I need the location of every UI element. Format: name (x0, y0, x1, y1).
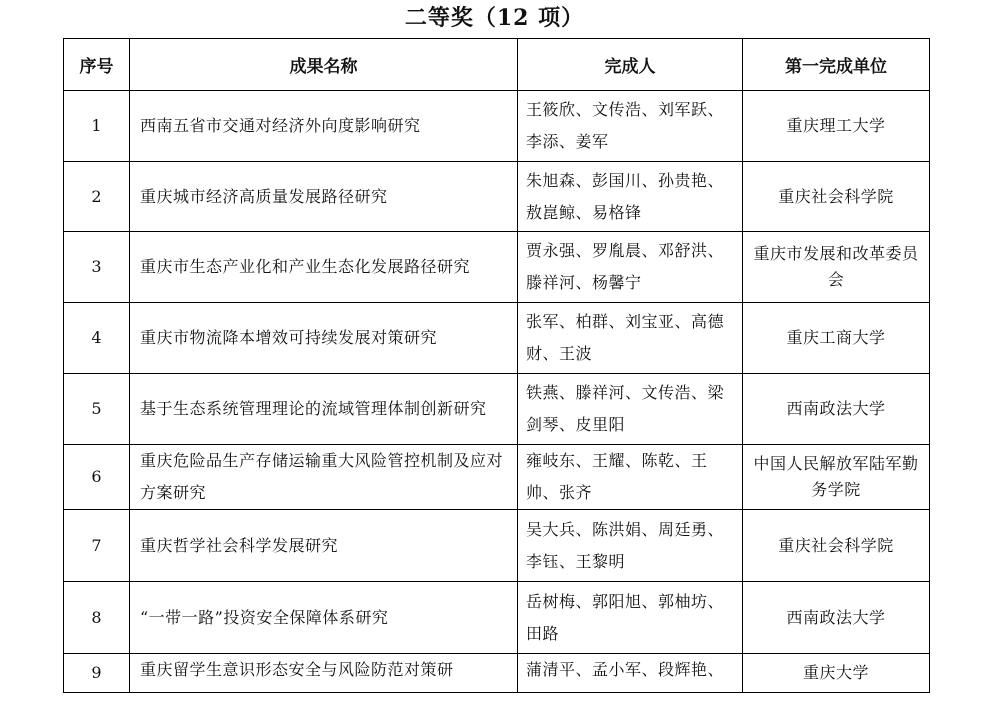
row-number: 6 (64, 445, 130, 510)
first-unit: 西南政法大学 (743, 582, 930, 654)
completers: 王筱欣、文传浩、刘军跃、李添、姜军 (518, 91, 743, 162)
achievement-name: 重庆城市经济高质量发展路径研究 (130, 162, 518, 232)
completers: 吴大兵、陈洪娟、周廷勇、李钰、王黎明 (518, 510, 743, 582)
achievement-name-text: 重庆留学生意识形态安全与风险防范对策研 (140, 660, 454, 679)
completers: 朱旭森、彭国川、孙贵艳、敖崑鲸、易格锋 (518, 162, 743, 232)
table-row (64, 162, 930, 232)
row-number: 9 (64, 654, 130, 693)
row-number: 8 (64, 582, 130, 654)
first-unit: 重庆社会科学院 (743, 162, 930, 232)
first-unit: 重庆市发展和改革委员会 (743, 232, 930, 303)
achievement-name: 基于生态系统管理理论的流域管理体制创新研究 (130, 374, 518, 445)
header-achievement-name: 成果名称 (130, 39, 518, 91)
row-number: 4 (64, 303, 130, 374)
award-table (63, 38, 930, 693)
completers-text: 蒲清平、孟小军、段辉艳、 (526, 660, 725, 679)
completers: 贾永强、罗胤晨、邓舒洪、滕祥河、杨馨宁 (518, 232, 743, 303)
header-completers: 完成人 (518, 39, 743, 91)
header-first-unit: 第一完成单位 (743, 39, 930, 91)
first-unit: 西南政法大学 (743, 374, 930, 445)
achievement-name: “一带一路”投资安全保障体系研究 (130, 582, 518, 654)
first-unit: 重庆大学 (743, 654, 930, 693)
table-row (64, 445, 930, 510)
completers: 雍岐东、王耀、陈乾、王帅、张齐 (518, 445, 743, 510)
row-number: 2 (64, 162, 130, 232)
row-number: 3 (64, 232, 130, 303)
first-unit: 重庆理工大学 (743, 91, 930, 162)
completers: 岳树梅、郭阳旭、郭柚坊、田路 (518, 582, 743, 654)
achievement-name: 重庆哲学社会科学发展研究 (130, 510, 518, 582)
row-number: 1 (64, 91, 130, 162)
table-header-row (64, 39, 930, 91)
achievement-name: 重庆市物流降本增效可持续发展对策研究 (130, 303, 518, 374)
table-row (64, 374, 930, 445)
table-row (64, 510, 930, 582)
table-row (64, 654, 930, 693)
header-serial-number: 序号 (64, 39, 130, 91)
achievement-name: 重庆市生态产业化和产业生态化发展路径研究 (130, 232, 518, 303)
achievement-name: 重庆危险品生产存储运输重大风险管控机制及应对方案研究 (130, 445, 518, 510)
achievement-name (130, 654, 518, 693)
achievement-name: 西南五省市交通对经济外向度影响研究 (130, 91, 518, 162)
row-number: 7 (64, 510, 130, 582)
completers (518, 654, 743, 693)
completers: 铁燕、滕祥河、文传浩、梁剑琴、皮里阳 (518, 374, 743, 445)
table-row (64, 582, 930, 654)
table-row (64, 91, 930, 162)
completers: 张军、柏群、刘宝亚、高德财、王波 (518, 303, 743, 374)
page-title: 二等奖（12 项） (404, 5, 585, 31)
first-unit: 中国人民解放军陆军勤务学院 (743, 445, 930, 510)
table-row (64, 232, 930, 303)
row-number: 5 (64, 374, 130, 445)
first-unit: 重庆社会科学院 (743, 510, 930, 582)
table-row (64, 303, 930, 374)
first-unit: 重庆工商大学 (743, 303, 930, 374)
